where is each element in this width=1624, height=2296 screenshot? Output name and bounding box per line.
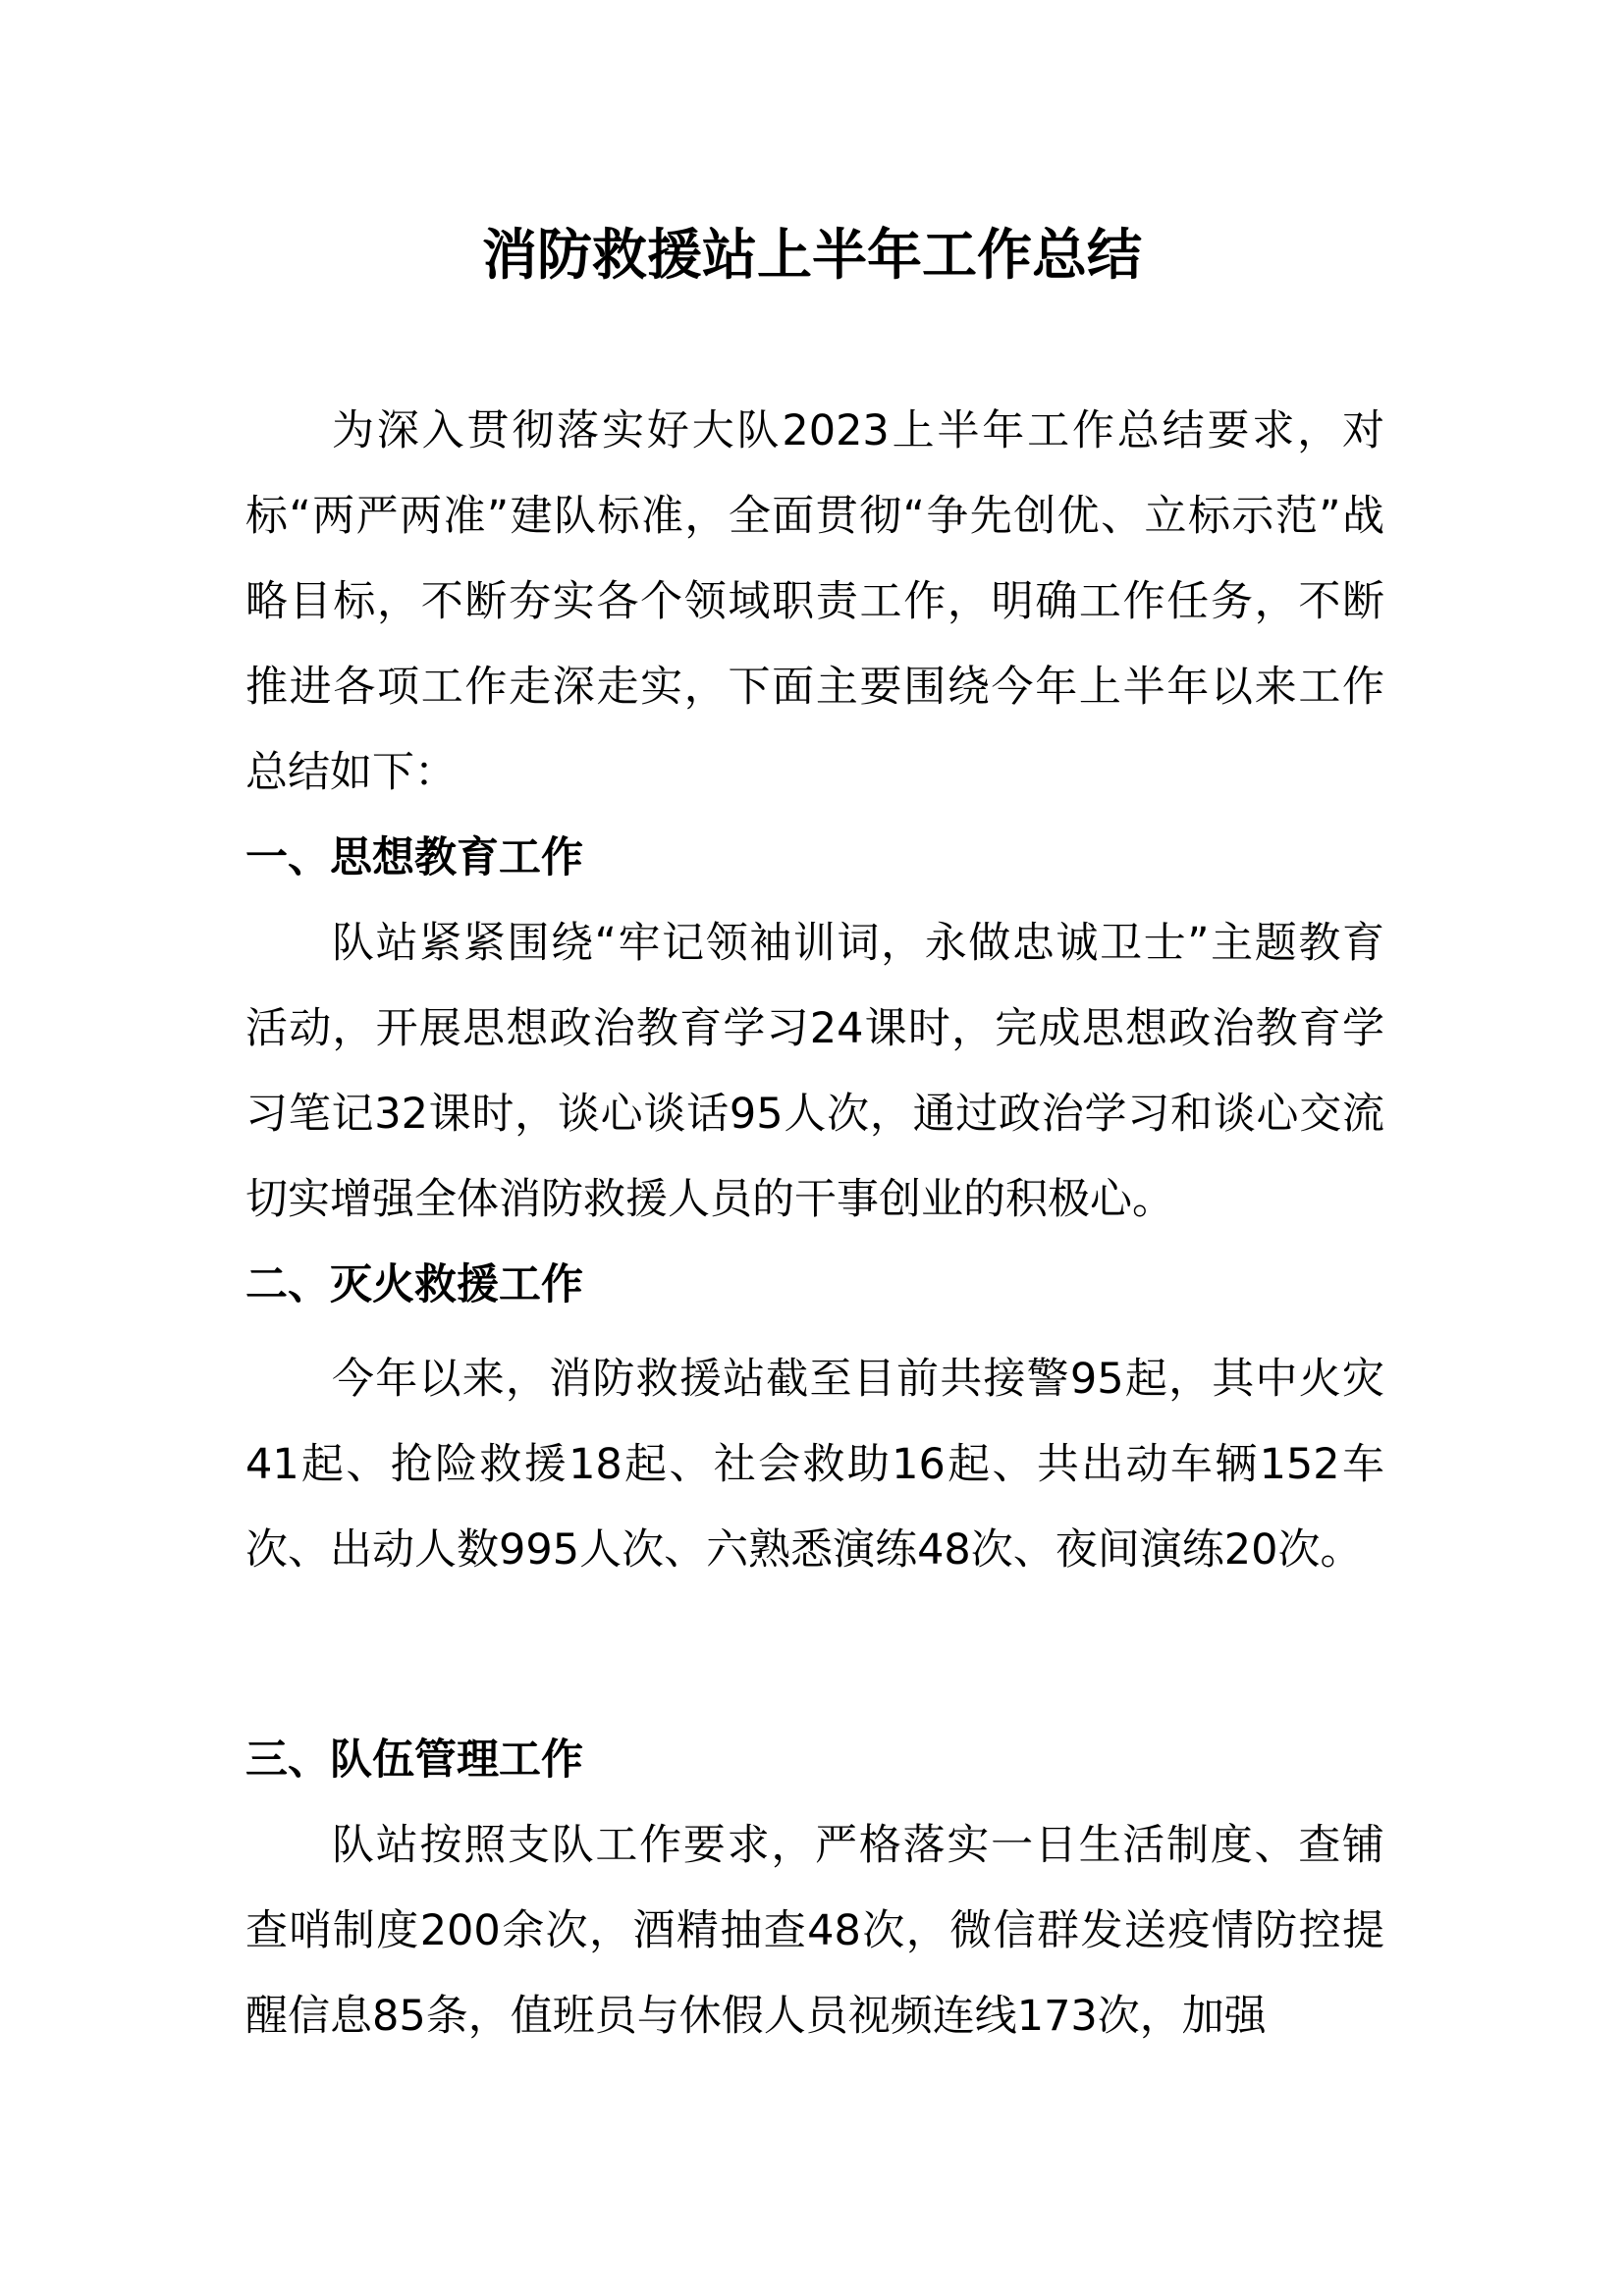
section-heading-firefighting-rescue: 二、灭火救援工作 — [245, 1260, 583, 1309]
section-paragraph-team-management: 队站按照支队工作要求，严格落实一日生活制度、查铺查哨制度200余次，酒精抽查48次，微信群发送疫情防控提醒信息85条，值班员与休假人员视频连线173次，加强 — [245, 1821, 1384, 2041]
document-title: 消防救援站上半年工作总结 — [482, 223, 1142, 288]
section-heading-ideological-education: 一、思想教育工作 — [245, 833, 583, 882]
intro-paragraph: 为深入贯彻落实好大队2023上半年工作总结要求，对标“两严两准”建队标准，全面贯彻“争先创优、立标示范”战略目标，不断夯实各个领域职责工作，明确工作任务，不断推进各项工作走深走实，下面主要围绕今年上半年以来工作总结如下： — [245, 406, 1384, 797]
section-paragraph-ideological-education: 队站紧紧围绕“牢记领袖训词，永做忠诚卫士”主题教育活动，开展思想政治教育学习24课时，完成思想政治教育学习笔记32课时，谈心谈话95人次，通过政治学习和谈心交流切实增强全体消防救援人员的干事创业的积极心。 — [245, 919, 1384, 1224]
section-paragraph-firefighting-rescue: 今年以来，消防救援站截至目前共接警95起，其中火灾41起、抢险救援18起、社会救助16起、共出动车辆152车次、出动人数995人次、六熟悉演练48次、夜间演练20次。 — [245, 1355, 1384, 1575]
section-heading-team-management: 三、队伍管理工作 — [245, 1735, 583, 1785]
